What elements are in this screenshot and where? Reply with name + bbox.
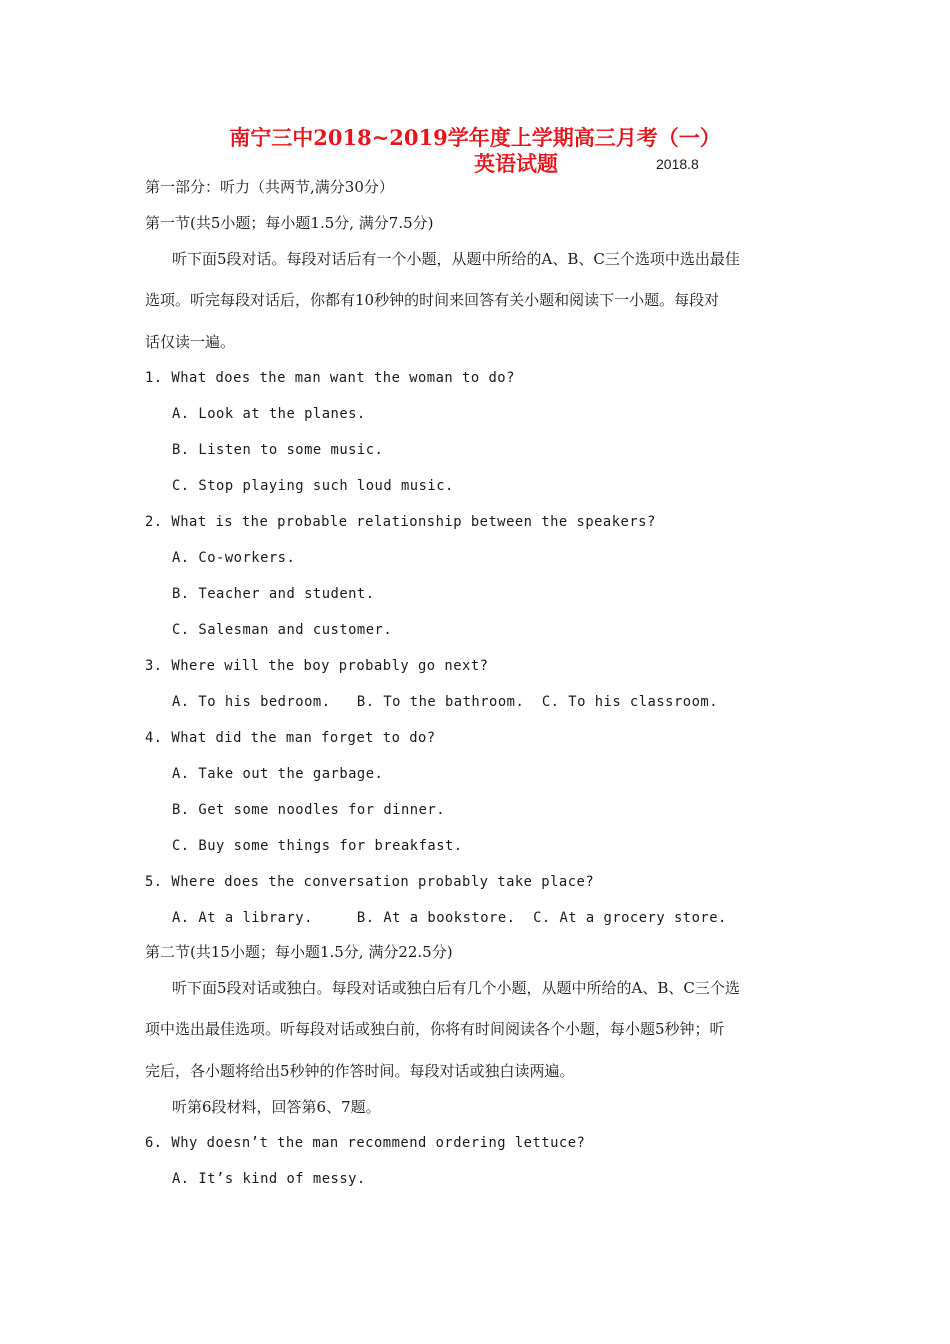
question-1-option-b: B. Listen to some music.: [172, 442, 384, 458]
section2-heading: 第二节(共15小题；每小题1.5分, 满分22.5分): [145, 943, 453, 961]
section1-instructions-line: 听下面5段对话。每段对话后有一个小题，从题中所给的A、B、C三个选项中选出最佳: [172, 250, 740, 268]
section2-instructions-line: 听下面5段对话或独白。每段对话或独白后有几个小题，从题中所给的A、B、C三个选: [172, 979, 740, 997]
section1-instructions-line: 话仅读一遍。: [145, 333, 236, 351]
question-5: 5. Where does the conversation probably take place?: [145, 874, 595, 890]
section1-instructions-line: 选项。听完每段对话后，你都有10秒钟的时间来回答有关小题和阅读下一小题。每段对: [145, 291, 720, 309]
question-3: 3. Where will the boy probably go next?: [145, 658, 489, 674]
exam-title: 南宁三中2018~2019学年度上学期高三月考（一）: [229, 125, 721, 150]
section2-instructions-line: 项中选出最佳选项。听每段对话或独白前，你将有时间阅读各个小题，每小题5秒钟；听: [145, 1020, 725, 1038]
question-2-option-b: B. Teacher and student.: [172, 586, 375, 602]
question-4-option-b: B. Get some noodles for dinner.: [172, 802, 445, 818]
part1-heading: 第一部分：听力（共两节,满分30分）: [145, 178, 394, 196]
question-4: 4. What did the man forget to do?: [145, 730, 436, 746]
question-6-option-a: A. It’s kind of messy.: [172, 1171, 366, 1187]
question-2-option-c: C. Salesman and customer.: [172, 622, 393, 638]
question-2-option-a: A. Co-workers.: [172, 550, 296, 566]
exam-date: 2018.8: [656, 156, 699, 172]
question-1-option-c: C. Stop playing such loud music.: [172, 478, 454, 494]
question-2: 2. What is the probable relationship between the speakers?: [145, 514, 656, 530]
question-1: 1. What does the man want the woman to do?: [145, 370, 515, 386]
section1-heading: 第一节(共5小题；每小题1.5分, 满分7.5分): [145, 214, 434, 232]
question-6: 6. Why doesn’t the man recommend ordering lettuce?: [145, 1135, 586, 1151]
question-1-option-a: A. Look at the planes.: [172, 406, 366, 422]
material-note: 听第6段材料，回答第6、7题。: [172, 1098, 381, 1116]
exam-subtitle: 英语试题: [474, 151, 558, 176]
question-4-option-c: C. Buy some things for breakfast.: [172, 838, 463, 854]
section2-instructions-line: 完后，各小题将给出5秒钟的作答时间。每段对话或独白读两遍。: [145, 1062, 575, 1080]
question-3-options: A. To his bedroom. B. To the bathroom. C. To his classroom.: [172, 694, 718, 710]
question-5-options: A. At a library. B. At a bookstore. C. At a grocery store.: [172, 910, 727, 926]
question-4-option-a: A. Take out the garbage.: [172, 766, 384, 782]
